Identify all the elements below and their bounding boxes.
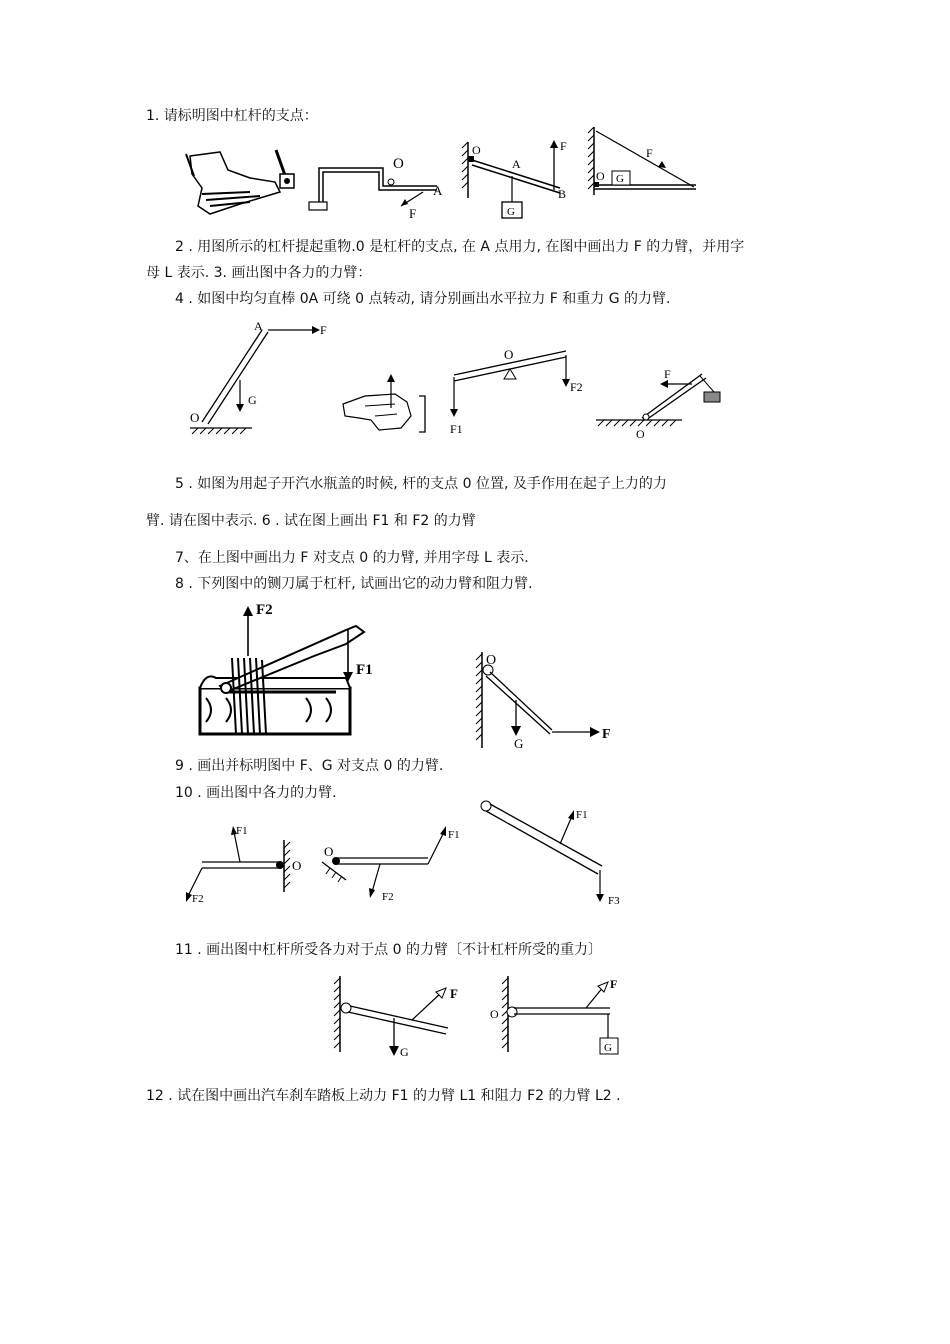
label-F2: F2 bbox=[192, 893, 204, 905]
label-O: O bbox=[486, 653, 497, 668]
question-2: 2 . 用图所示的杠杆提起重物.0 是杠杆的支点, 在 A 点用力, 在图中画出力 F 的力臂，并用字 bbox=[175, 239, 745, 255]
figure-hanging-rod bbox=[472, 648, 622, 750]
question-12: 12 . 试在图中画出汽车刹车踏板上动力 F1 的力臂 L1 和阻力 F2 的力臂 L2 . bbox=[146, 1088, 621, 1104]
label-F: F bbox=[320, 323, 327, 337]
label-B: B bbox=[558, 187, 567, 201]
figure-lever-down bbox=[332, 972, 472, 1062]
label-O: O bbox=[393, 156, 404, 172]
figure-hinged-rod bbox=[592, 362, 722, 442]
label-F: F bbox=[560, 139, 567, 153]
label-G: G bbox=[507, 206, 515, 218]
figure-lever-crank bbox=[305, 150, 455, 220]
label-F1: F1 bbox=[356, 662, 373, 678]
question-7: 7、在上图中画出力 F 对支点 0 的力臂, 并用字母 L 表示. bbox=[175, 550, 529, 566]
label-F: F bbox=[450, 986, 458, 1001]
figure-bottle-opener bbox=[335, 372, 435, 438]
label-G: G bbox=[514, 736, 524, 750]
label-O: O bbox=[324, 844, 334, 859]
question-4: 4 . 如图中均匀直棒 0A 可绕 0 点转动, 请分别画出水平拉力 F 和重力 G 的力臂. bbox=[175, 291, 671, 307]
question-8: 8 . 下列图中的铡刀属于杠杆, 试画出它的动力臂和阻力臂. bbox=[175, 576, 533, 592]
label-O: O bbox=[472, 143, 481, 157]
label-O: O bbox=[490, 1007, 499, 1021]
figure-balance-beam bbox=[448, 345, 588, 437]
question-5: 5 . 如图为用起子开汽水瓶盖的时候, 杆的支点 0 位置, 及手作用在起子上力的力 bbox=[175, 476, 667, 492]
figure-wall-lever-left bbox=[180, 818, 310, 910]
label-F: F bbox=[602, 727, 611, 742]
figure-brake-pedal bbox=[180, 148, 300, 220]
label-F2: F2 bbox=[382, 891, 394, 903]
question-10: 10 . 画出图中各力的力臂. bbox=[175, 785, 337, 801]
question-2-cont: 母 L 表示. 3. 画出图中各力的力臂： bbox=[146, 265, 372, 281]
label-O: O bbox=[596, 169, 605, 183]
figure-lever-weight bbox=[488, 972, 628, 1062]
label-O: O bbox=[292, 858, 302, 873]
label-F: F bbox=[409, 206, 417, 220]
label-G: G bbox=[604, 1042, 612, 1054]
label-F3: F3 bbox=[608, 895, 620, 907]
figure-wall-bracket bbox=[586, 125, 701, 197]
label-F2: F2 bbox=[256, 602, 273, 618]
label-F2: F2 bbox=[570, 380, 583, 394]
label-F1: F1 bbox=[448, 829, 460, 841]
label-A: A bbox=[433, 183, 443, 198]
question-1: 1. 请标明图中杠杆的支点： bbox=[146, 108, 318, 124]
label-F1: F1 bbox=[576, 809, 588, 821]
label-F1: F1 bbox=[236, 825, 248, 837]
figure-guillotine-cutter bbox=[196, 598, 376, 740]
question-9: 9 . 画出并标明图中 F、G 对支点 0 的力臂. bbox=[175, 758, 444, 774]
figure-diagonal-rod bbox=[476, 796, 636, 914]
label-F1: F1 bbox=[450, 422, 463, 436]
label-A: A bbox=[254, 319, 263, 333]
figure-bent-lever bbox=[316, 818, 466, 910]
label-O: O bbox=[636, 427, 645, 441]
question-5-cont: 臂. 请在图中表示. 6 . 试在图上画出 F1 和 F2 的力臂 bbox=[146, 513, 476, 529]
figure-inclined-lever bbox=[460, 138, 580, 223]
label-F: F bbox=[610, 977, 618, 991]
label-G: G bbox=[248, 393, 257, 407]
label-O: O bbox=[190, 410, 200, 425]
label-F: F bbox=[646, 146, 653, 160]
label-A: A bbox=[512, 157, 521, 171]
figure-rod-OA bbox=[182, 318, 332, 436]
label-F: F bbox=[664, 367, 671, 381]
label-G: G bbox=[616, 173, 624, 185]
label-G: G bbox=[400, 1045, 409, 1059]
question-11: 11 . 画出图中杠杆所受各力对于点 0 的力臂〔不计杠杆所受的重力〕 bbox=[175, 942, 602, 958]
label-O: O bbox=[504, 347, 514, 362]
